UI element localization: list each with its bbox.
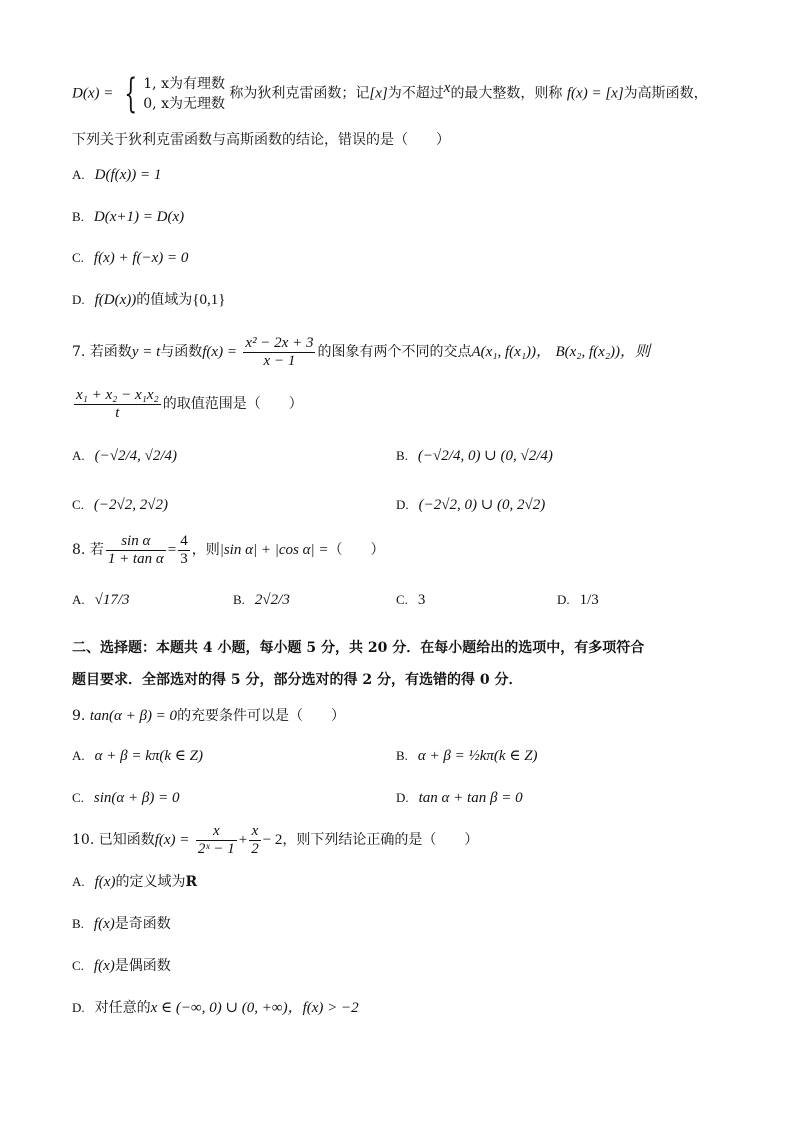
q10-option-d: D. 对任意的x ∈ (−∞, 0) ∪ (0, +∞)，f(x) > −2 <box>72 1000 359 1016</box>
gauss-function: f(x) = [x] <box>566 85 624 102</box>
q6-option-d: D. f(D(x))的值域为{0,1} <box>72 292 226 308</box>
dirichlet-text1: 称为狄利克雷函数；记 <box>229 85 370 102</box>
gauss-bracket: [x] <box>369 85 388 102</box>
q9-stem: 9. tan(α + β) = 0的充要条件可以是（ ） <box>72 708 346 724</box>
section2-line2: 题目要求．全部选对的得 5 分，部分选对的得 2 分，有选错的得 0 分． <box>72 672 523 688</box>
q8-option-b: B. 2√2/3 <box>233 592 290 608</box>
dirichlet-text4: 为高斯函数， <box>623 85 708 102</box>
q7-fraction: $\frac{\text{x² − 2x + 3}}{x - 1}$ <box>245 334 314 369</box>
q10-stem: 10. 已知函数f(x) = $\frac{x}{\text{2ˣ − 1}}$ + $\frac{x}{2}$ − 2，则下列结论正确的是（ ） <box>72 822 479 857</box>
q9-option-a: A. α + β = kπ(k ∈ Z) <box>72 748 203 764</box>
case-rational: 1, x为有理数 <box>143 75 225 92</box>
q7-stem: 7. 若函数y = t与函数f(x) = $\frac{\text{x² − 2x + 3}}{x - 1}$ 的图象有两个不同的交点A(x₁, f(x₁))， B(x₂, f(x₂))，则 <box>72 334 651 369</box>
q10-option-b: B. f(x)是奇函数 <box>72 916 171 932</box>
q6-stem: 下列关于狄利克雷函数与高斯函数的结论，错误的是（ ） <box>72 132 450 148</box>
q10-option-a: A. f(x)的定义域为R <box>72 874 198 890</box>
dirichlet-cases <box>143 74 225 114</box>
q8-stem: 8. 若 $\frac{\text{sin α}}{\text{1 + tan α}}$ = $\frac{4}{3}$ ，则|sin α| + |cos α| =（ ） <box>72 532 385 567</box>
q7-option-c: C. (−2√2, 2√2) <box>72 497 168 513</box>
q9-option-b: B. α + β = ½kπ(k ∈ Z) <box>396 748 538 764</box>
q7-option-a: A. (−√2/4, √2/4) <box>72 448 178 464</box>
cases-brace: { <box>124 70 137 117</box>
q7-expression: $\frac{\text{x₁ + x₂ − x₁x₂}}{t}$ 的取值范围是（ ） <box>76 386 303 421</box>
q7-option-d: D. (−2√2, 0) ∪ (0, 2√2) <box>396 497 546 513</box>
q9-option-c: C. sin(α + β) = 0 <box>72 790 180 806</box>
q6-option-a: A. D(f(x)) = 1 <box>72 167 162 183</box>
q9-option-d: D. tan α + tan β = 0 <box>396 790 523 806</box>
q8-option-a: A. √17/3 <box>72 592 130 608</box>
q6-option-b: B. D(x+1) = D(x) <box>72 209 185 225</box>
q10-option-c: C. f(x)是偶函数 <box>72 958 171 974</box>
dirichlet-text3: 的最大整数，则称 <box>450 85 563 102</box>
q8-option-d: D. 1/3 <box>557 592 599 608</box>
q6-option-c: C. f(x) + f(−x) = 0 <box>72 250 189 266</box>
case-irrational: 0, x为无理数 <box>143 95 225 112</box>
section2-line1: 二、选择题：本题共 4 小题，每小题 5 分，共 20 分．在每小题给出的选项中，有多项符合 <box>72 640 645 656</box>
dirichlet-text2: 为不超过 <box>387 85 444 102</box>
x-variable: x <box>443 80 451 96</box>
q8-option-c: C. 3 <box>396 592 426 608</box>
q7-option-b: B. (−√2/4, 0) ∪ (0, √2/4) <box>396 448 553 464</box>
dirichlet-definition <box>72 66 708 116</box>
dirichlet-lhs: D(x) = <box>72 85 114 102</box>
